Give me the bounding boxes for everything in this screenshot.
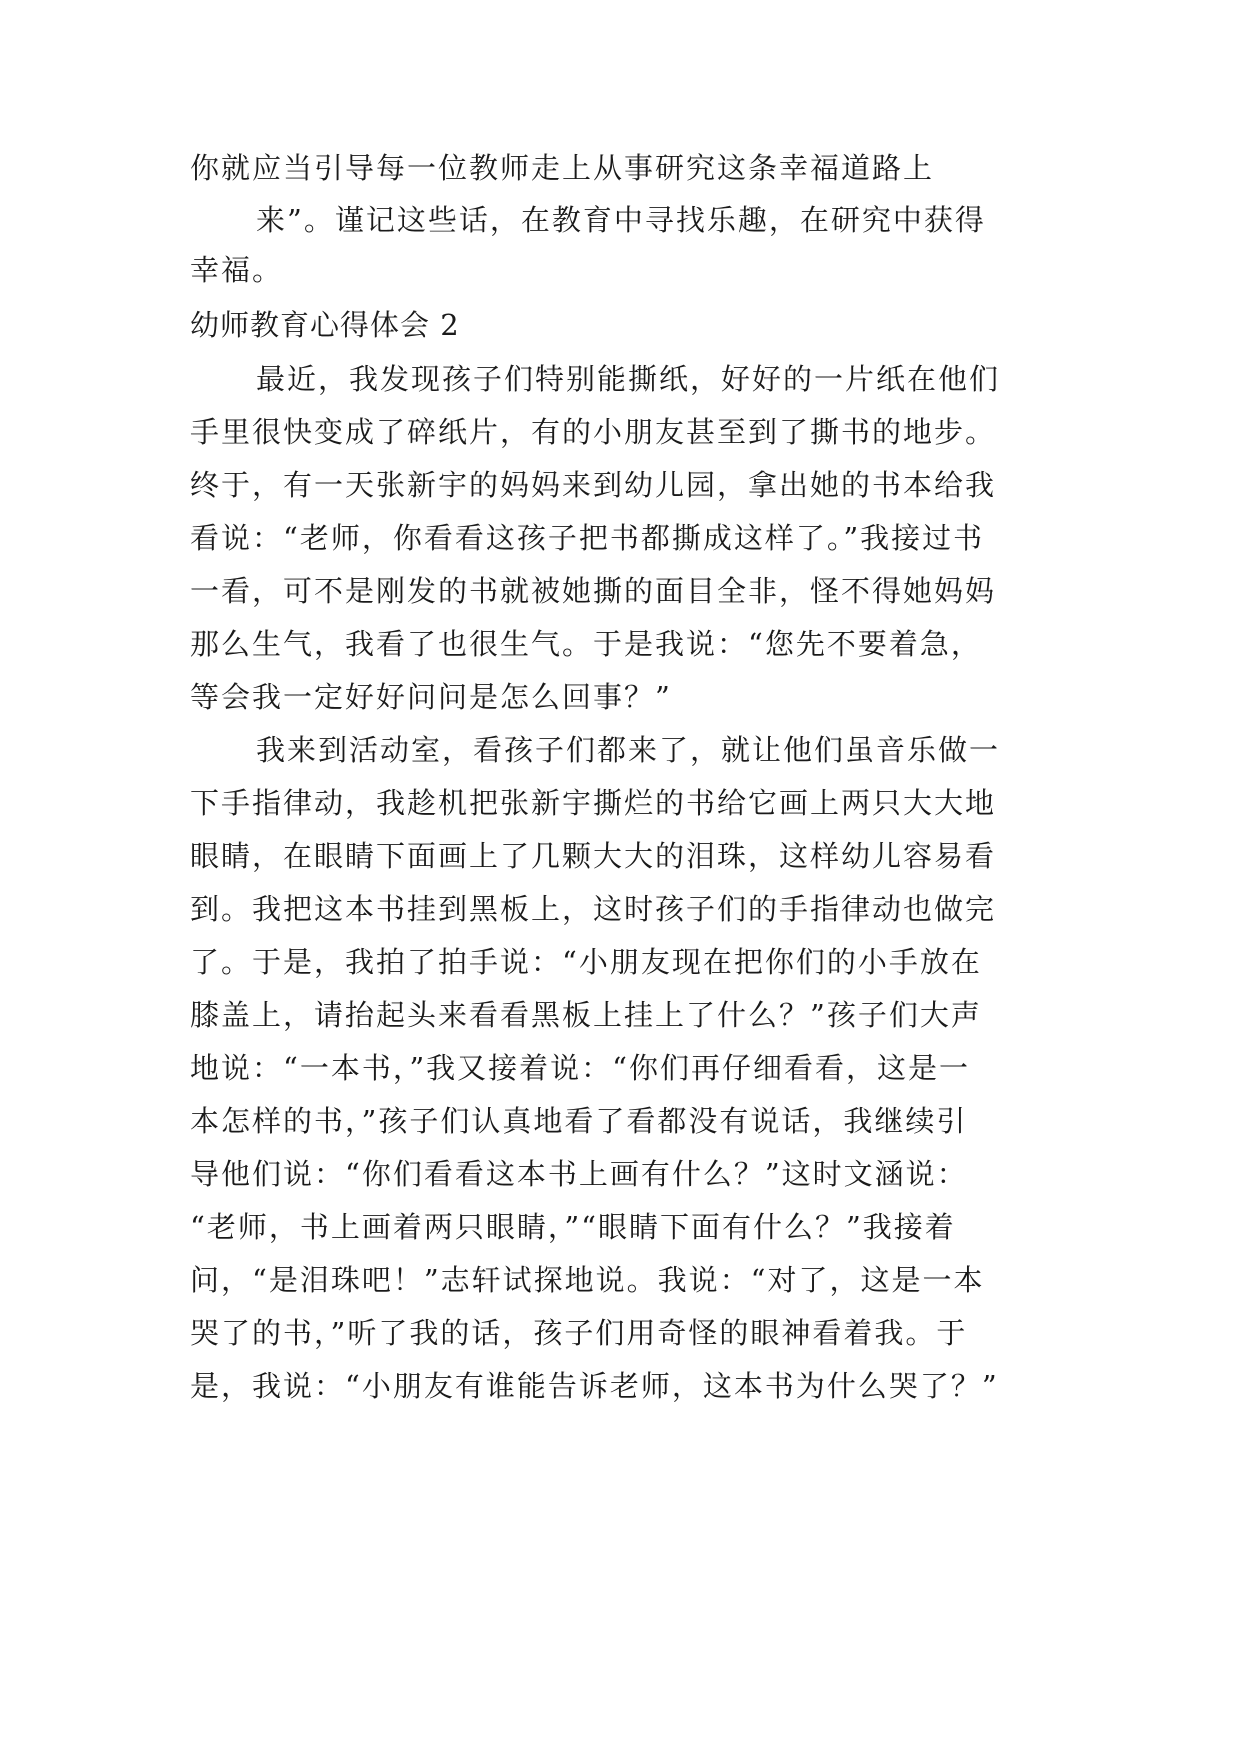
- text-line: 看说：“老师，你看看这孩子把书都撕成这样了。”我接过书: [190, 521, 985, 555]
- text-line: 下手指律动，我趁机把张新宇撕烂的书给它画上两只大大地: [190, 786, 997, 820]
- text-line: 手里很快变成了碎纸片，有的小朋友甚至到了撕书的地步。: [190, 415, 997, 449]
- text-line: 地说：“一本书，”我又接着说：“你们再仔细看看，这是一: [190, 1051, 970, 1085]
- text-line: 我来到活动室，看孩子们都来了，就让他们虽音乐做一: [256, 733, 1001, 767]
- text-line: “老师，书上画着两只眼睛，”“眼睛下面有什么？”我接着: [190, 1210, 956, 1244]
- text-line: 终于，有一天张新宇的妈妈来到幼儿园，拿出她的书本给我: [190, 468, 997, 502]
- text-line: 你就应当引导每一位教师走上从事研究这条幸福道路上: [190, 151, 935, 185]
- text-line: 眼睛，在眼睛下面画上了几颗大大的泪珠，这样幼儿容易看: [190, 839, 997, 873]
- text-line: 问，“是泪珠吧！”志轩试探地说。我说：“对了，这是一本: [190, 1263, 985, 1297]
- text-line: 等会我一定好好问问是怎么回事？”: [190, 680, 672, 714]
- text-line: 幸福。: [190, 253, 284, 287]
- text-line: 一看，可不是刚发的书就被她撕的面目全非，怪不得她妈妈: [190, 574, 997, 608]
- text-line: 本怎样的书，”孩子们认真地看了看都没有说话，我继续引: [190, 1104, 968, 1138]
- text-line: 来”。谨记这些话，在教育中寻找乐趣，在研究中获得: [256, 203, 986, 237]
- text-line: 导他们说：“你们看看这本书上画有什么？”这时文涵说：: [190, 1157, 968, 1191]
- text-line: 到。我把这本书挂到黑板上，这时孩子们的手指律动也做完: [190, 892, 997, 926]
- section-heading: 幼师教育心得体会 2: [190, 308, 460, 342]
- text-line: 膝盖上，请抬起头来看看黑板上挂上了什么？”孩子们大声: [190, 998, 982, 1032]
- text-line: 那么生气，我看了也很生气。于是我说：“您先不要着急，: [190, 627, 982, 661]
- text-line: 最近，我发现孩子们特别能撕纸，好好的一片纸在他们: [256, 362, 1001, 396]
- text-line: 了。于是，我拍了拍手说：“小朋友现在把你们的小手放在: [190, 945, 982, 979]
- text-line: 哭了的书，”听了我的话，孩子们用奇怪的眼神看着我。于: [190, 1316, 968, 1350]
- text-line: 是，我说：“小朋友有谁能告诉老师，这本书为什么哭了？”: [190, 1369, 999, 1403]
